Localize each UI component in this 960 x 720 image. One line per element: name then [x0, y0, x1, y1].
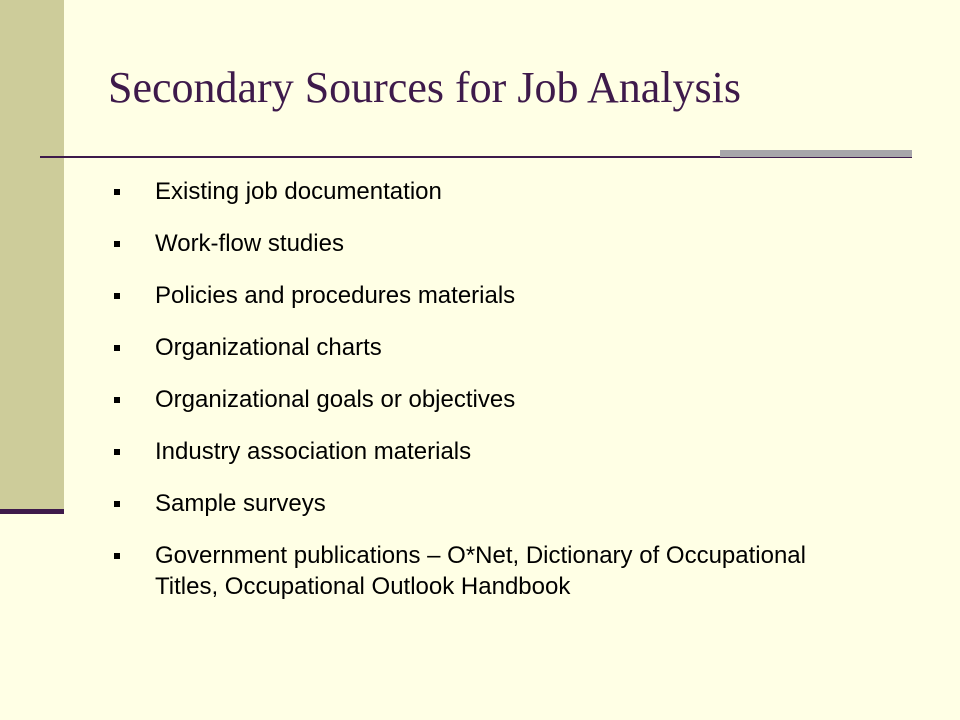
- square-bullet-icon: [114, 345, 120, 351]
- bullet-item: [114, 332, 844, 363]
- bullet-item: [114, 280, 844, 311]
- bullet-item: [114, 384, 844, 415]
- bullet-item: [114, 488, 844, 519]
- square-bullet-icon: [114, 501, 120, 507]
- bullet-text: Organizational charts: [155, 334, 382, 361]
- bullet-item: [114, 176, 844, 207]
- left-decorative-band: [0, 0, 64, 510]
- bullet-item: [114, 228, 844, 259]
- bullet-text: Policies and procedures materials: [155, 282, 516, 309]
- bullet-text: Existing job documentation: [155, 178, 442, 205]
- slide-title: Secondary Sources for Job Analysis: [108, 63, 742, 112]
- left-accent-bar: [0, 509, 64, 514]
- bullet-item: [114, 436, 844, 467]
- square-bullet-icon: [114, 241, 120, 247]
- square-bullet-icon: [114, 449, 120, 455]
- square-bullet-icon: [114, 189, 120, 195]
- title-divider-accent: [720, 150, 912, 157]
- bullet-text: Sample surveys: [155, 490, 326, 517]
- square-bullet-icon: [114, 553, 120, 559]
- bullet-list: [114, 176, 844, 623]
- bullet-text: Industry association materials: [155, 438, 472, 465]
- square-bullet-icon: [114, 293, 120, 299]
- square-bullet-icon: [114, 397, 120, 403]
- bullet-text: Government publications – O*Net, Dictionary of Occupational Titles, Occupational Outlook Handbook: [155, 542, 806, 600]
- bullet-text: Organizational goals or objectives: [155, 386, 516, 413]
- bullet-item: [114, 540, 844, 602]
- bullet-text: Work-flow studies: [155, 230, 344, 257]
